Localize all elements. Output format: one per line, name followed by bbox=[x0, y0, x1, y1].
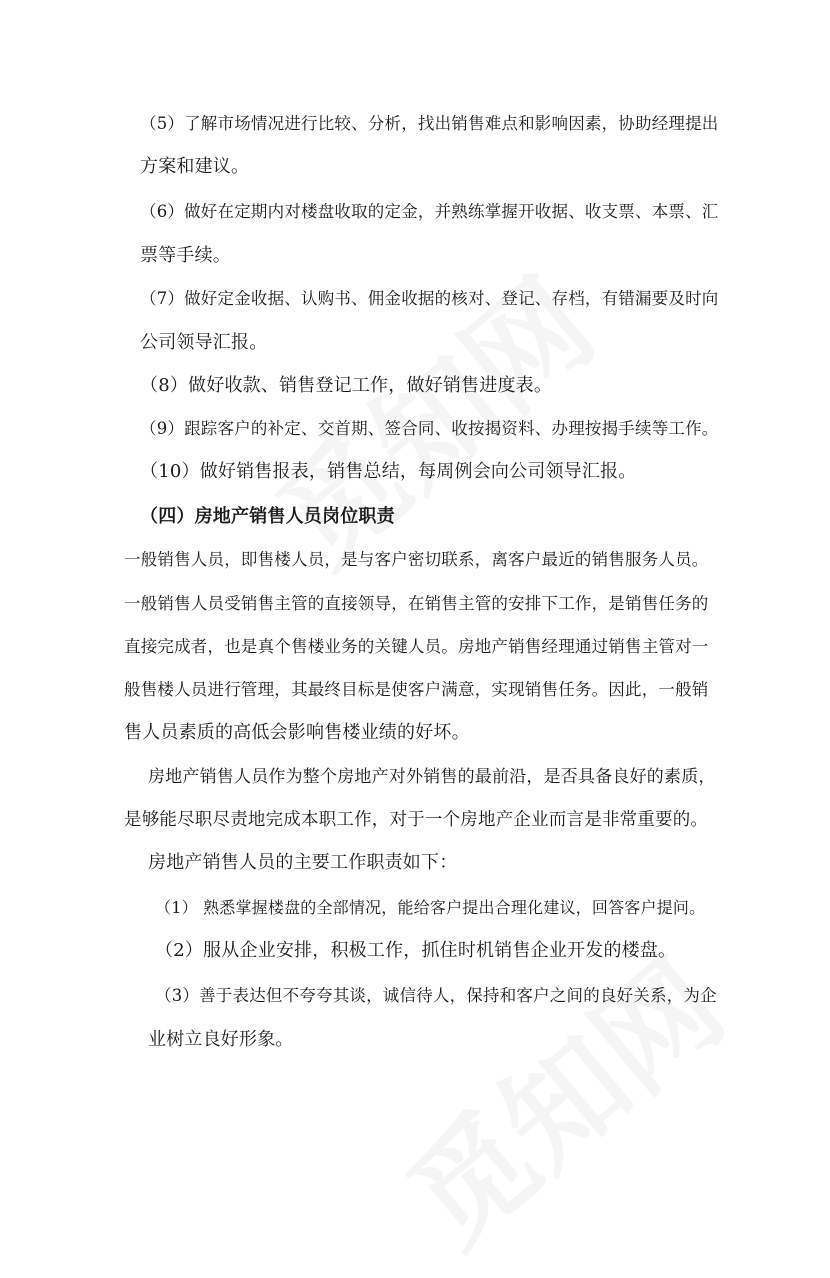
text-line: （10）做好销售报表，销售总结，每周例会向公司领导汇报。 bbox=[140, 461, 637, 482]
text-line: 票等手续。 bbox=[140, 245, 231, 266]
text-line: （3）善于表达但不夸夸其谈，诚信待人，保持和客户之间的良好关系，为企 bbox=[155, 986, 717, 1005]
text-line: 般售楼人员进行管理，其最终目标是使客户满意，实现销售任务。因此，一般销 bbox=[124, 680, 709, 699]
section-heading: （四）房地产销售人员岗位职责 bbox=[140, 506, 395, 527]
text-line: 房地产销售人员作为整个房地产对外销售的最前沿，是否具备良好的素质， bbox=[148, 767, 716, 787]
text-line: 方案和建议。 bbox=[140, 156, 250, 177]
text-line: 公司领导汇报。 bbox=[140, 332, 268, 353]
text-line: 一般销售人员受销售主管的直接领导，在销售主管的安排下工作，是销售任务的 bbox=[124, 594, 709, 613]
text-line: 是够能尽职尽责地完成本职工作，对于一个房地产企业而言是非常重要的。 bbox=[124, 810, 709, 830]
watermark bbox=[367, 914, 753, 1277]
text-line: （8）做好收款、销售登记工作，做好销售进度表。 bbox=[140, 375, 553, 396]
text-line: （9）跟踪客户的补定、交首期、签合同、收按揭资料、办理按揭手续等工作。 bbox=[140, 419, 719, 438]
text-line: （5）了解市场情况进行比较、分析，找出销售难点和影响因素，协助经理提出 bbox=[140, 114, 719, 133]
text-line: （6）做好在定期内对楼盘收取的定金，并熟练掌握开收据、收支票、本票、汇 bbox=[140, 202, 719, 221]
text-line: （2）服从企业安排，积极工作，抓住时机销售企业开发的楼盘。 bbox=[155, 940, 677, 961]
text-line: 业树立良好形象。 bbox=[148, 1029, 294, 1050]
text-line: 售人员素质的高低会影响售楼业绩的好坏。 bbox=[124, 722, 470, 743]
text-line: （7）做好定金收据、认购书、佣金收据的核对、登记、存档，有错漏要及时向 bbox=[140, 289, 719, 308]
text-line: 直接完成者，也是真个售楼业务的关键人员。房地产销售经理通过销售主管对一 bbox=[124, 637, 709, 656]
text-line: （1） 熟悉掌握楼盘的全部情况，能给客户提出合理化建议，回答客户提问。 bbox=[155, 898, 706, 917]
text-line: 一般销售人员，即售楼人员，是与客户密切联系，离客户最近的销售服务人员。 bbox=[124, 550, 709, 569]
text-line: 房地产销售人员的主要工作职责如下： bbox=[148, 852, 458, 873]
